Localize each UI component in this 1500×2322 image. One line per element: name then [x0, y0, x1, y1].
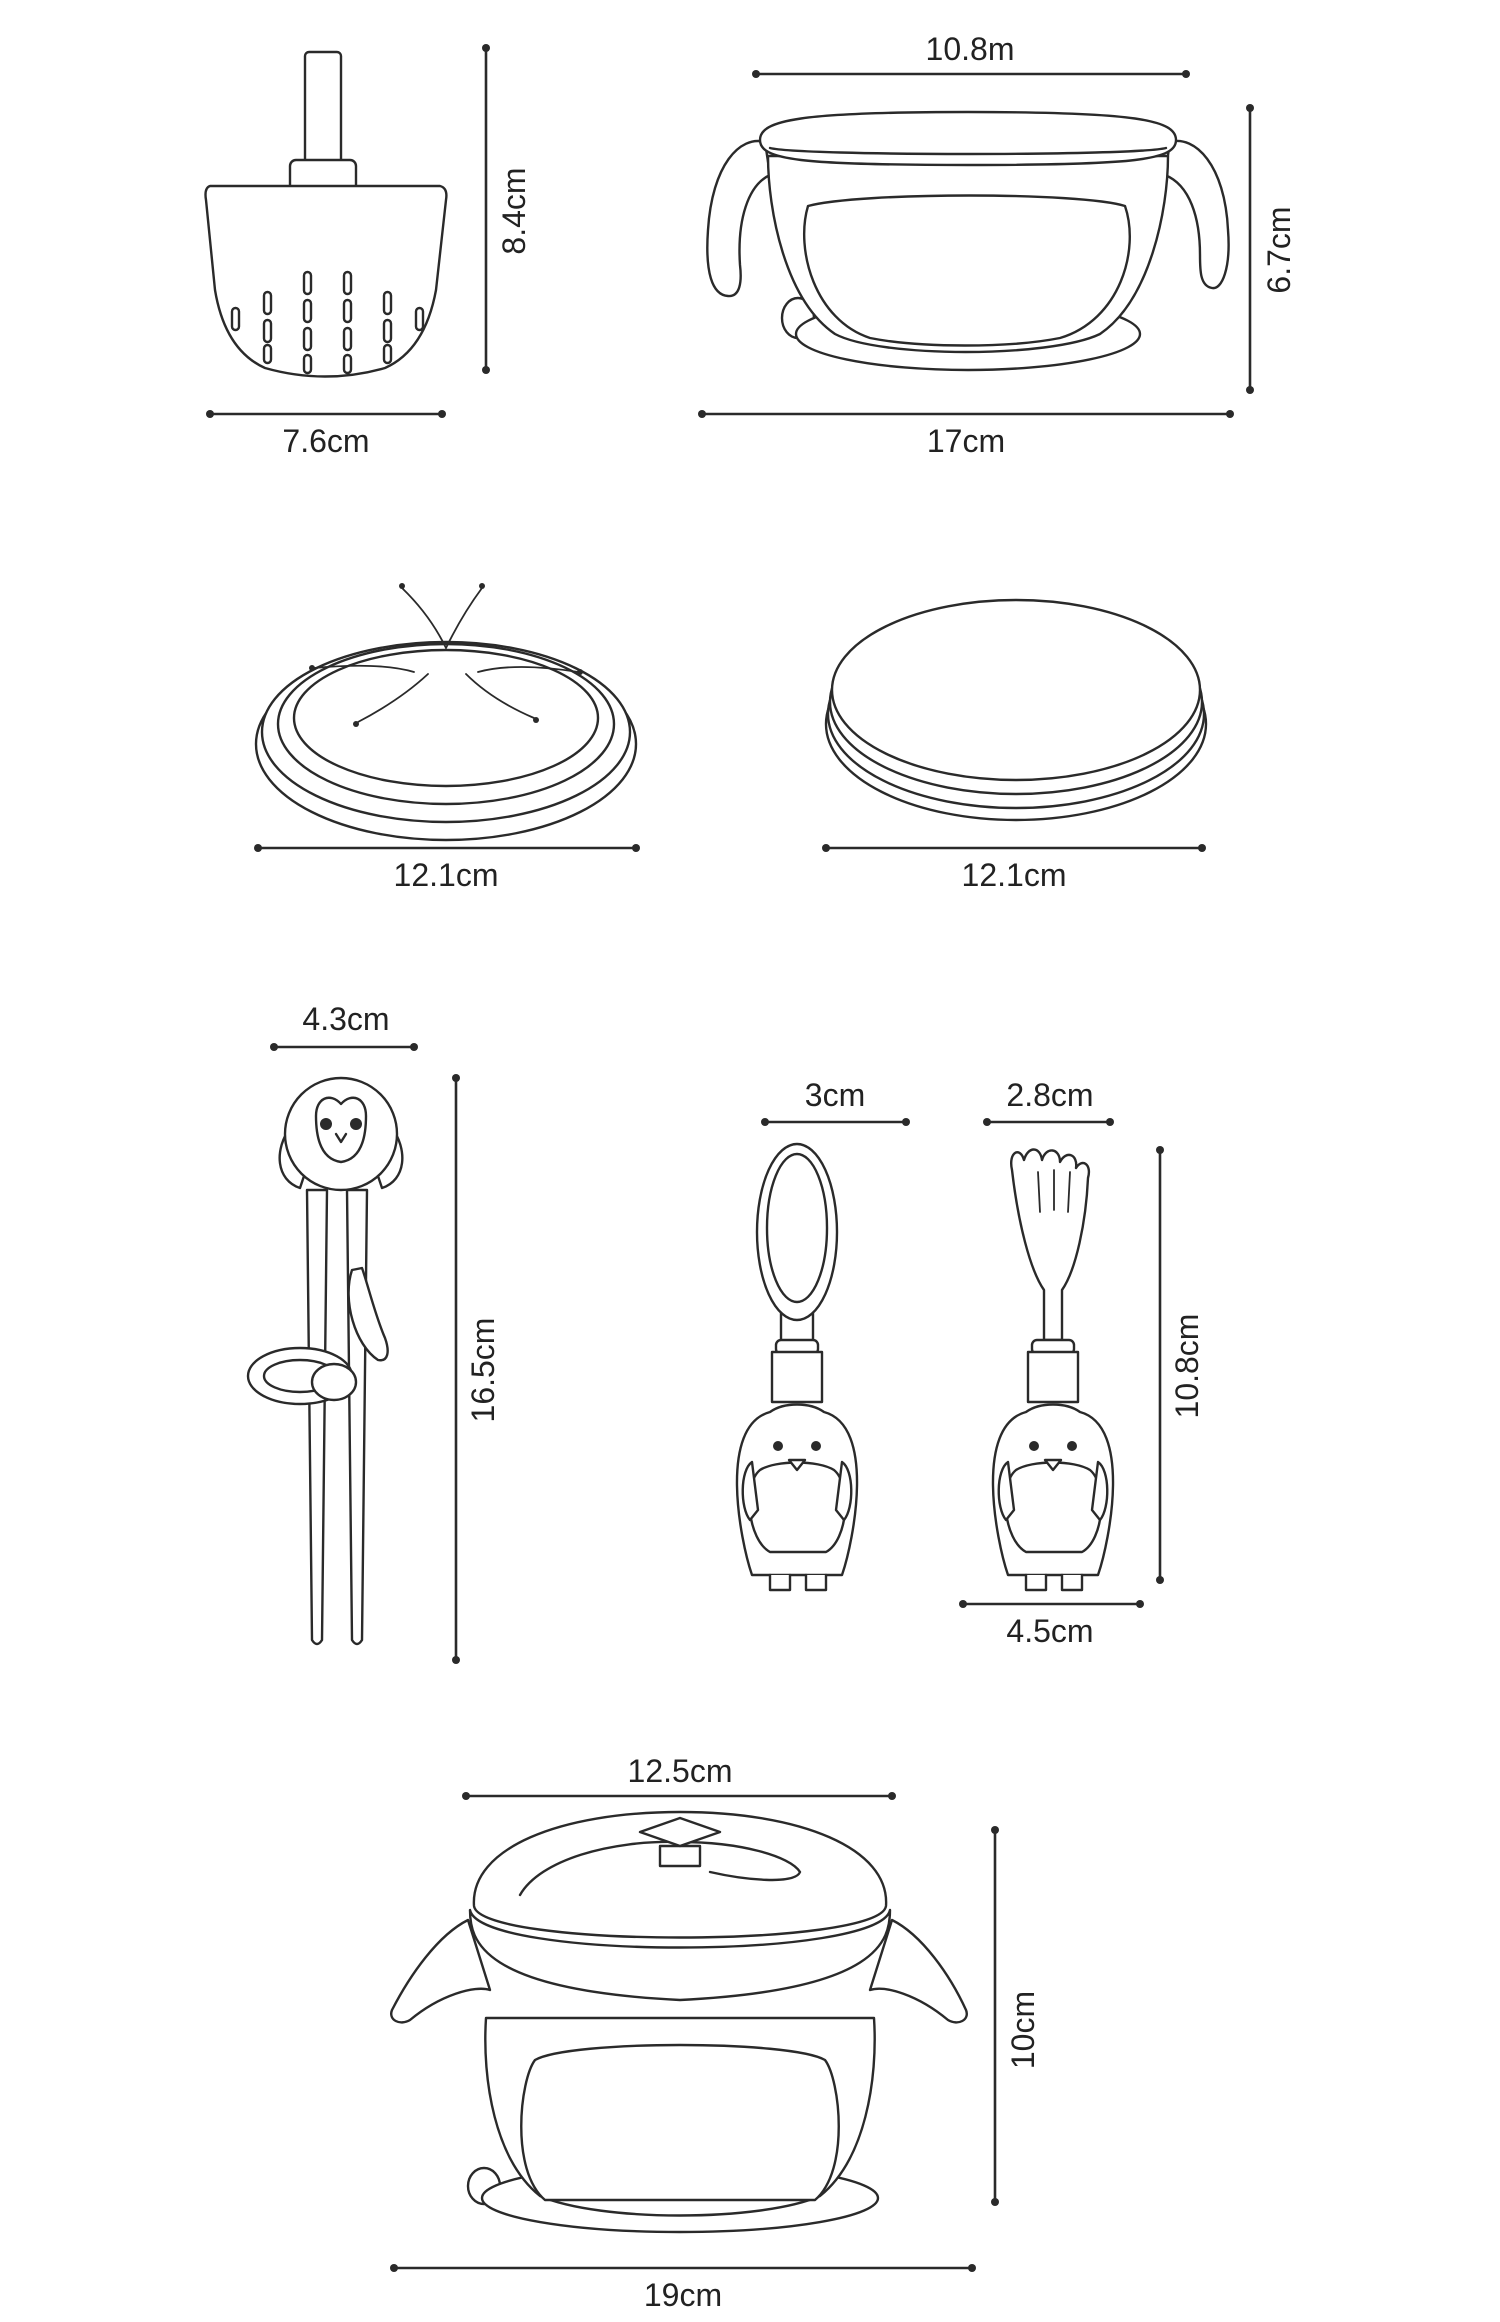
- bowl-top-width-label: 10.8m: [925, 31, 1015, 67]
- spoon-width-label: 3cm: [804, 1077, 866, 1113]
- bowl-height-dimension: [1246, 104, 1297, 394]
- chopsticks-height-dimension: [452, 1074, 501, 1664]
- lidded-penguin-bowl-drawing: [391, 1812, 967, 2232]
- lidded-bowl-width-dimension: [390, 2264, 976, 2313]
- cutlery-height-label: 10.8cm: [1169, 1313, 1205, 1419]
- bowl-height-label: 6.7cm: [1261, 206, 1297, 294]
- flat-lid-width-label: 12.1cm: [961, 857, 1067, 893]
- lidded-bowl-height-dimension: [991, 1826, 1041, 2206]
- lidded-bowl-top-width-dimension: [462, 1753, 896, 1800]
- bowl-base-width-dimension: [698, 410, 1234, 459]
- flat-lid-width-dimension: [822, 844, 1206, 893]
- penguin-spoon-drawing: [737, 1144, 857, 1590]
- lidded-bowl-top-width-label: 12.5cm: [627, 1753, 733, 1789]
- snack-lid-width-label: 12.1cm: [393, 857, 499, 893]
- strainer-height-dimension: [482, 44, 532, 374]
- penguin-fork-drawing: [993, 1150, 1113, 1591]
- lidded-bowl-width-label: 19cm: [643, 2277, 723, 2313]
- strainer-width-dimension: [206, 410, 446, 459]
- training-chopsticks-drawing: [248, 1078, 402, 1644]
- fork-width-label: 2.8cm: [1006, 1077, 1094, 1113]
- cutlery-base-width-label: 4.5cm: [1006, 1613, 1094, 1649]
- strainer-width-label: 7.6cm: [282, 423, 370, 459]
- chopsticks-width-label: 4.3cm: [302, 1001, 390, 1037]
- spoon-width-dimension: [761, 1077, 910, 1126]
- strainer-drawing: [206, 52, 447, 377]
- chopsticks-height-label: 16.5cm: [465, 1317, 501, 1423]
- bowl-base-width-label: 17cm: [926, 423, 1006, 459]
- flat-lid-drawing: [826, 600, 1206, 820]
- lidded-bowl-height-label: 10cm: [1005, 1990, 1041, 2070]
- suction-bowl-drawing: [707, 112, 1228, 370]
- chopsticks-width-dimension: [270, 1001, 418, 1051]
- snack-lid-drawing: [256, 583, 636, 840]
- snack-lid-width-dimension: [254, 844, 640, 893]
- bowl-top-width-dimension: [752, 31, 1190, 78]
- fork-width-dimension: [983, 1077, 1114, 1126]
- cutlery-height-dimension: [1156, 1146, 1205, 1584]
- cutlery-base-width-dimension: [959, 1600, 1144, 1649]
- strainer-height-label: 8.4cm: [496, 167, 532, 255]
